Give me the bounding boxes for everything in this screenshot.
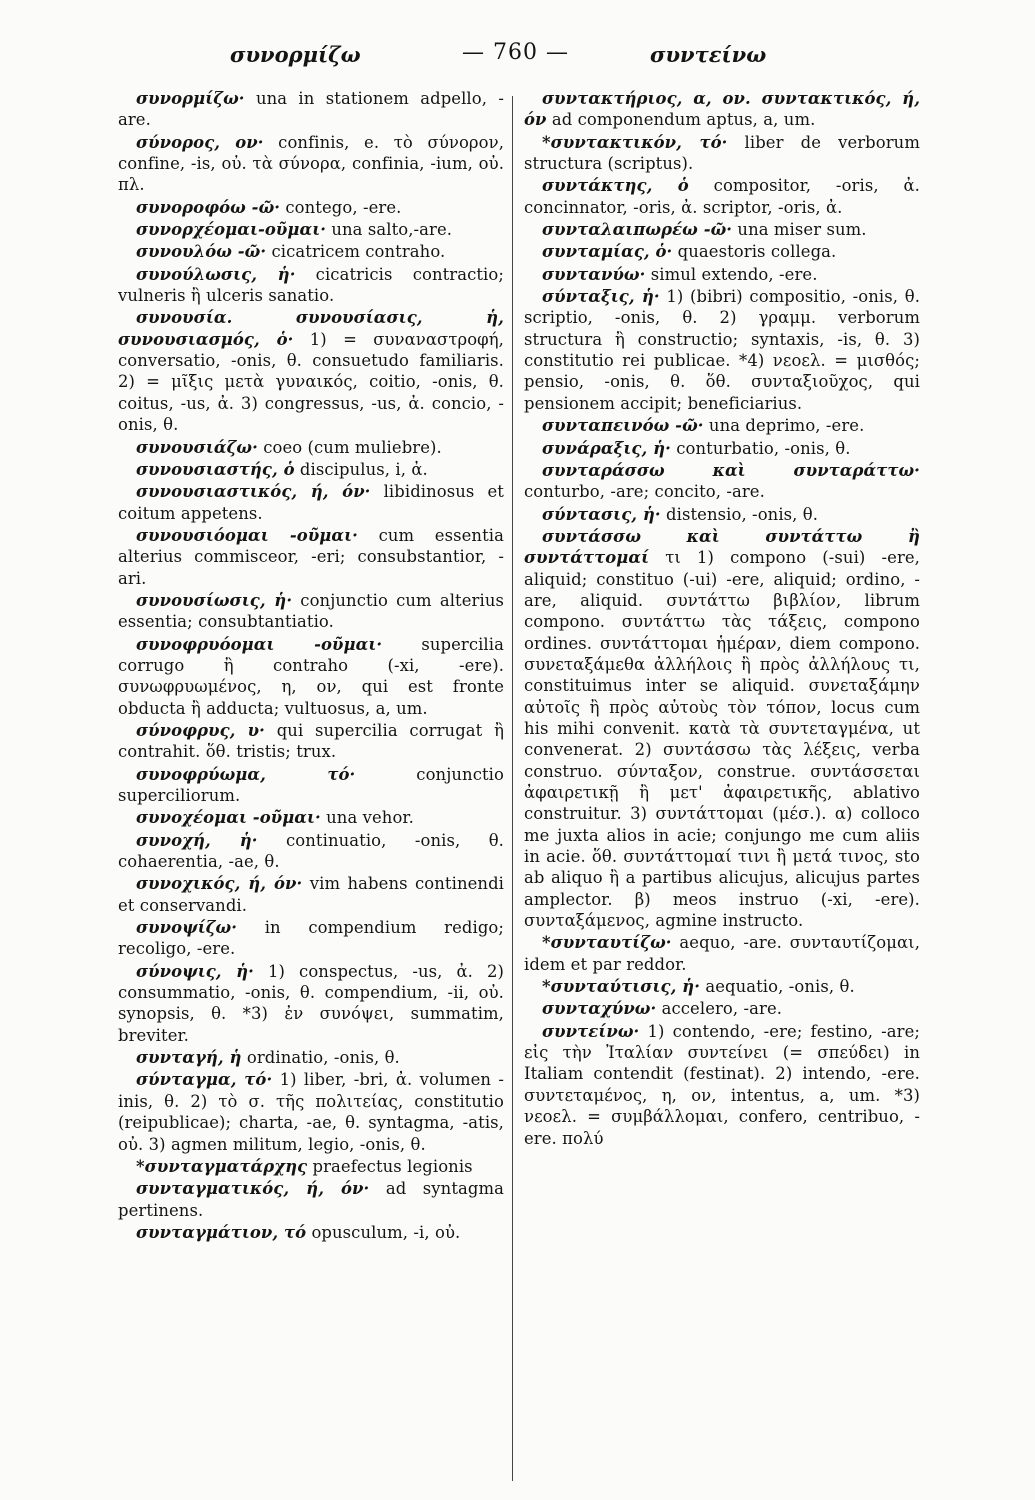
dictionary-entry — [118, 481, 504, 524]
entry-definition: opusculum, -i, οὐ. — [306, 1222, 461, 1242]
entry-definition: una vehor. — [320, 808, 414, 828]
entry-headword: συνταπεινόω -ῶ· — [542, 416, 704, 436]
entry-definition: conturbatio, -onis, θ. — [670, 438, 851, 458]
entry-headword: συνταράσσω καὶ συνταράττω· — [542, 460, 920, 480]
entry-headword: συντακτήριος, α, ον. συντακτικός, ή, όν — [524, 89, 920, 130]
entry-headword: *συνταυτίζω· — [542, 933, 672, 953]
entry-headword: συνταγματικός, ή, όν· — [136, 1179, 370, 1199]
entry-definition: aequo, -are. συνταυτίζομαι, idem et par reddor. — [524, 933, 920, 974]
page-header — [0, 36, 1035, 76]
entry-definition: compositor, -oris, ἀ. concinnator, -oris, ἀ. scriptor, -oris, ἀ. — [524, 176, 920, 217]
entry-headword: *συντακτικόν, τό· — [542, 132, 728, 152]
entry-definition: coeo (cum muliebre). — [257, 437, 442, 457]
entry-definition: τι 1) compono (-sui) -ere, aliquid; constituo (-ui) -ere, aliquid; ordino, -are, aliquid. συντάττω βιβλίον, librum compono. συντάττω τὰς τάξεις, compono ordines. συντάττομαι ἡμέραν, diem compono. συνεταξάμεθα ἀλλήλοις ἢ πρὸς ἀλλήλους τι, constituimus inter se aliquid. συνεταξάμην αὐτοῖς ἢ πρὸς αὐτοὺς τὸν τόπον, locus cum his mihi convenit. κατὰ τὰ συντεταγμένα, ut convenerat. 2) συντάσσω τὰς λέξεις, verba construo. σύνταξον, construe. συντάσσεται ἀφαιρετικῇ ἢ μετ' ἀφαιρετικῆς, ablativo construitur. 3) συντάττομαι (μέσ.). α) colloco me juxta alios in acie; conjungo me cum aliis in acie. ὅθ. συντάττομαί τινι ἢ μετά τινος, sto ab aliquo ἢ a partibus alicujus, alicujus partes amplector. β) meos instruo (-xi, -ere). συνταξάμενος, agmine instructo. — [524, 548, 920, 931]
entry-headword: συντανύω· — [542, 264, 646, 284]
dictionary-entry — [118, 720, 504, 763]
dictionary-entry — [118, 961, 504, 1046]
entry-definition: liber de verborum structura (scriptus). — [524, 132, 920, 174]
entry-headword: σύνοψις, ἡ· — [136, 961, 254, 981]
entry-headword: συνουσιαστικός, ή, όν· — [136, 482, 371, 502]
entry-headword: συνταλαιπωρέω -ῶ· — [542, 220, 733, 240]
entry-definition: simul extendo, -ere. — [645, 264, 818, 284]
entry-headword: συνοφρύωμα, τό· — [136, 764, 356, 784]
dictionary-entry — [118, 830, 504, 873]
entry-headword: συνουσιαστής, ὁ — [136, 459, 295, 479]
entry-headword: συνούλωσις, ἡ· — [136, 264, 296, 284]
left-column — [118, 88, 504, 1483]
entry-definition: 1) contendo, -ere; festino, -are; εἰς τὴν Ἰταλίαν συντείνει (= σπεύδει) in Italiam contendit (festinat). 2) intendo, -ere. συντεταμένος, η, ον, intentus, a, um. *3) νεοελ. = συμβάλλομαι, confero, centribuo, -ere. πολύ — [524, 1021, 920, 1148]
dictionary-entry — [524, 976, 920, 997]
entry-headword: σύνταξις, ἡ· — [542, 287, 660, 307]
entry-headword: σύνοφρυς, υ· — [136, 720, 265, 740]
entry-headword: συνοχικός, ή, όν· — [136, 874, 303, 894]
entry-definition: quaestoris collega. — [672, 242, 837, 262]
dictionary-entry — [118, 1178, 504, 1221]
dictionary-entry — [524, 504, 920, 525]
dictionary-entry — [524, 132, 920, 175]
dictionary-entry — [118, 1156, 504, 1177]
dictionary-entry — [118, 307, 504, 435]
dictionary-entry — [118, 88, 504, 131]
entry-definition: cum essentia alterius commisceor, -eri; consubstantior, -ari. — [118, 525, 504, 588]
entry-headword: συνορχέομαι-οῦμαι· — [136, 220, 327, 240]
entry-definition: conjunctio superciliorum. — [118, 764, 504, 805]
dictionary-entry — [118, 437, 504, 458]
entry-headword: συνουσίωσις, ἡ· — [136, 590, 293, 610]
entry-headword: συνουλόω -ῶ· — [136, 242, 267, 262]
dictionary-entry — [118, 807, 504, 828]
entry-headword: συνοψίζω· — [136, 918, 238, 938]
entry-definition: una salto,-are. — [326, 220, 453, 240]
dictionary-entry — [118, 197, 504, 218]
dictionary-entry — [118, 764, 504, 807]
dictionary-entry — [118, 590, 504, 633]
entry-headword: συνουσιάζω· — [136, 437, 258, 457]
entry-definition: 1) = συναναστροφή, conversatio, -onis, θ. consuetudo familiaris. 2) = μῖξις μετὰ γυναικός, coitio, -onis, θ. coitus, -us, ἀ. 3) congressus, -us, ἀ. concio, -onis, θ. — [118, 329, 504, 435]
entry-headword: *συνταγματάρχης — [136, 1156, 308, 1176]
entry-headword: συντείνω· — [542, 1021, 640, 1041]
dictionary-entry — [118, 132, 504, 196]
dictionary-entry — [524, 438, 920, 459]
entry-definition: in compendium redigo; recoligo, -ere. — [118, 918, 504, 959]
entry-headword: συνταμίας, ὁ· — [542, 242, 673, 262]
entry-definition: una miser sum. — [732, 220, 867, 240]
right-column — [524, 88, 920, 1483]
entry-definition: una in stationem adpello, -are. — [118, 89, 504, 130]
dictionary-entry — [118, 917, 504, 960]
entry-definition: ad syntagma pertinens. — [118, 1179, 504, 1220]
dictionary-entry — [524, 175, 920, 218]
dictionary-entry — [118, 1047, 504, 1068]
entry-definition: conturbo, -are; concito, -are. — [524, 482, 765, 502]
dictionary-entry — [118, 634, 504, 719]
entry-headword: συνοφρυόομαι -οῦμαι· — [136, 634, 383, 654]
dictionary-entry — [118, 1222, 504, 1243]
entry-definition: confinis, e. τὸ σύνορον, confine, -is, οὐ. τὰ σύνορα, confinia, -ium, οὐ. πλ. — [118, 132, 504, 195]
dictionary-entry — [524, 88, 920, 131]
left-running-headword: συνορμίζω — [230, 42, 361, 67]
entry-definition: accelero, -are. — [656, 999, 783, 1019]
entry-definition: continuatio, -onis, θ. cohaerentia, -ae, θ. — [118, 830, 504, 872]
dictionary-entry — [118, 241, 504, 262]
entry-headword: συνοχή, ἡ· — [136, 830, 258, 850]
entry-definition: contego, -ere. — [280, 197, 402, 217]
entry-headword: συνοχέομαι -οῦμαι· — [136, 808, 321, 828]
entry-definition: supercilia corrugo ἢ contraho (-xi, -ere). συνωφρυωμένος, η, ον, qui est fronte obducta ἢ adducta; vultuosus, a, um. — [118, 634, 504, 718]
right-running-headword: συντείνω — [650, 42, 767, 67]
entry-headword: συνοροφόω -ῶ· — [136, 197, 281, 217]
entry-headword: συνουσία. συνουσίασις, ἡ, συνουσιασμός, ὁ· — [118, 308, 504, 349]
dictionary-entry — [118, 873, 504, 916]
dictionary-entry — [524, 1021, 920, 1149]
entry-definition: 1) (bibri) compositio, -onis, θ. scriptio, -onis, θ. 2) γραμμ. verborum structura ἢ constructio; syntaxis, -is, θ. 3) constitutio rei publicae. *4) νεοελ. = μισθός; pensio, -onis, θ. ὅθ. συνταξιοῦχος, qui pensionem accipit; beneficiarius. — [524, 287, 920, 413]
entry-definition: cicatricem contraho. — [266, 242, 446, 262]
entry-headword: σύντασις, ἡ· — [542, 504, 661, 524]
entry-definition: vim habens continendi et conservandi. — [118, 874, 504, 915]
entry-definition: una deprimo, -ere. — [703, 416, 865, 436]
dictionary-entry — [524, 998, 920, 1019]
dictionary-entry — [524, 219, 920, 240]
entry-headword: συντάκτης, ὁ — [542, 176, 689, 196]
dictionary-entry — [524, 241, 920, 262]
entry-definition: discipulus, i, ἀ. — [294, 459, 428, 479]
dictionary-entry — [524, 415, 920, 436]
dictionary-entry — [118, 264, 504, 307]
dictionary-entry — [118, 1069, 504, 1154]
entry-definition: aequatio, -onis, θ. — [700, 977, 855, 997]
dictionary-entry — [118, 459, 504, 480]
entry-headword: συντάσσω καὶ συντάττω ἢ συντάττομαί — [524, 526, 920, 568]
entry-definition: 1) conspectus, -us, ἀ. 2) consummatio, -onis, θ. compendium, -ii, οὐ. synopsis, θ. *3) ἐν συνόψει, summatim, breviter. — [118, 961, 504, 1045]
entry-headword: συνάραξις, ἡ· — [542, 438, 671, 458]
entry-definition: 1) liber, -bri, ἀ. volumen -inis, θ. 2) τὸ σ. τῆς πολιτείας, constitutio (reipublicae); charta, -ae, θ. syntagma, -atis, οὐ. 3) agmen militum, legio, -onis, θ. — [118, 1070, 504, 1154]
entry-headword: *συνταύτισις, ἡ· — [542, 977, 701, 997]
dictionary-entry — [524, 286, 920, 414]
entry-definition: ordinatio, -onis, θ. — [241, 1048, 400, 1068]
entry-headword: συνταχύνω· — [542, 999, 657, 1019]
entry-headword: συνορμίζω· — [136, 89, 245, 108]
dictionary-entry — [118, 219, 504, 240]
entry-headword: συνουσιόομαι -οῦμαι· — [136, 525, 358, 545]
entry-definition: praefectus legionis — [307, 1156, 473, 1176]
entry-definition: libidinosus et coitum appetens. — [118, 482, 504, 523]
column-divider — [512, 96, 513, 1481]
entry-headword: συνταγμάτιον, τό — [136, 1222, 307, 1242]
entry-headword: συνταγή, ἡ — [136, 1048, 242, 1068]
entry-headword: σύνορος, ον· — [136, 132, 264, 152]
dictionary-entry — [524, 932, 920, 975]
page-number: — 760 — — [462, 40, 569, 65]
entry-definition: cicatricis contractio; vulneris ἢ ulceris sanatio. — [118, 264, 504, 306]
dictionary-entry — [524, 460, 920, 503]
entry-definition: qui supercilia corrugat ἢ contrahit. ὅθ. tristis; trux. — [118, 720, 504, 762]
dictionary-entry — [118, 525, 504, 589]
entry-definition: distensio, -onis, θ. — [660, 504, 819, 524]
dictionary-entry — [524, 526, 920, 932]
dictionary-entry — [524, 264, 920, 285]
entry-definition: ad componendum aptus, a, um. — [546, 110, 816, 130]
entry-definition: conjunctio cum alterius essentia; consubtantiatio. — [118, 590, 504, 632]
entry-headword: σύνταγμα, τό· — [136, 1070, 273, 1090]
